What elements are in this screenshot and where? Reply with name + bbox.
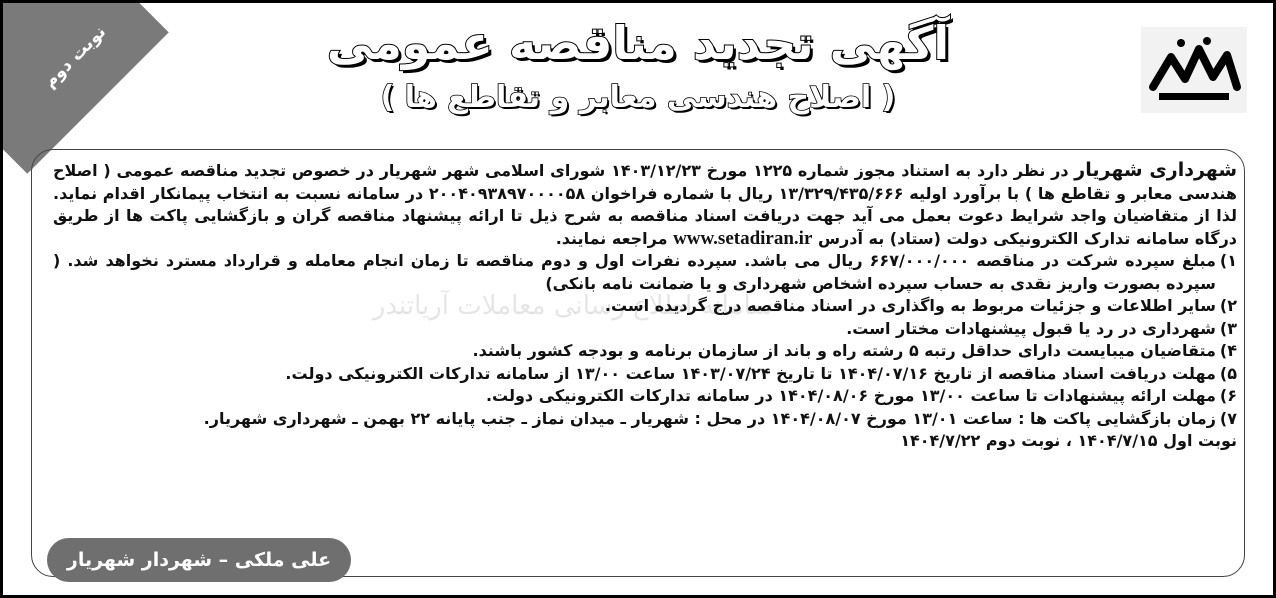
item-number: ۴) bbox=[1219, 341, 1237, 360]
intro-paragraph bbox=[53, 159, 1237, 250]
intro-text-2: مراجعه نمایند. bbox=[555, 228, 674, 248]
signature-badge: علی ملکی – شهردار شهریار bbox=[47, 538, 351, 582]
item-number: ۲) bbox=[1219, 296, 1237, 315]
list-item bbox=[53, 295, 1237, 318]
shahriar-logo-icon bbox=[1141, 27, 1247, 113]
item-text: مهلت دریافت اسناد مناقصه از تاریخ ۱۴۰۴/۰۷/۱۶ تا تاریخ ۱۴۰۳/۰۷/۲۴ ساعت ۱۳/۰۰ از سامانه تدارکات الکترونیکی دولت. bbox=[285, 363, 1216, 383]
item-number: ۳) bbox=[1219, 318, 1237, 338]
item-number: ۷) bbox=[1219, 408, 1237, 428]
item-number: ۶) bbox=[1219, 386, 1237, 405]
page-subtitle: ( اصلاح هندسی معابر و تقاطع ها ) bbox=[380, 80, 896, 115]
notice-body bbox=[53, 159, 1237, 453]
item-text: زمان بازگشایی پاکت ها : ساعت ۱۳/۰۱ مورخ ۱۴۰۴/۰۸/۰۷ در محل : شهریار ـ میدان نماز ـ جنب پایانه ۲۲ بهمن ـ شهرداری شهریار. bbox=[203, 408, 1216, 428]
page-title: آگهی تجدید مناقصه عمومی bbox=[326, 16, 950, 70]
item-number: ۱) bbox=[1219, 251, 1237, 270]
item-text: سایر اطلاعات و جزئیات مربوط به واگذاری در اسناد مناقصه درج گردیده است. bbox=[604, 296, 1216, 315]
intro-text-1: در نظر دارد به استناد مجوز شماره ۱۲۲۵ مورخ ۱۴۰۳/۱۲/۲۳ شورای اسلامی شهر شهریار در خصوص تجدید مناقصه عمومی ( اصلاح هندسی معابر و تقاطع ها ) با برآورد اولیه ۱۳/۳۲۹/۴۳۵/۶۶۶ ریال با شماره فراخوان ۲۰۰۴۰۹۳۸۹۷۰۰۰۰۵۸ در سامانه نسبت به انتخاب پیمانکار اقدام نماید. لذا از متقاضیان واجد شرایط دعوت بعمل می آید جهت دریافت اسناد مناقصه به شرح ذیل تا ارائه پیشنهاد مناقصه گران و بازگشایی پاکت ها از طریق درگاه سامانه تدارک الکترونیکی دولت (ستاد) به آدرس bbox=[53, 161, 1238, 248]
item-text: شهرداری در رد یا قبول پیشنهادات مختار است. bbox=[846, 318, 1216, 338]
website-link[interactable]: www.setadiran.ir bbox=[673, 227, 813, 249]
watermark-text: سامانه اطلاع رسانی معاملات آریاتندر bbox=[372, 291, 774, 321]
list-item bbox=[53, 385, 1237, 408]
item-number: ۵) bbox=[1219, 363, 1237, 383]
list-item bbox=[53, 340, 1237, 363]
publication-dates: نوبت اول ۱۴۰۴/۷/۱۵ ، نوبت دوم ۱۴۰۴/۷/۲۲ bbox=[900, 431, 1237, 450]
list-item bbox=[53, 363, 1237, 386]
item-text: مبلغ سپرده شرکت در مناقصه ۶۶۷/۰۰۰/۰۰۰ ریال می باشد. سپرده نفرات اول و دوم مناقصه تا زمان انجام معامله و قرارداد مسترد نخواهد شد. ( سپرده بصورت واریز نقدی به حساب سپرده اشخاص شهرداری و یا ضمانت نامه بانکی) bbox=[53, 251, 1216, 293]
item-text: متقاضیان میبایست دارای حداقل رتبه ۵ رشته راه و باند از سازمان برنامه و بودجه کشور باشند. bbox=[472, 341, 1216, 360]
item-text: مهلت ارائه پیشنهادات تا ساعت ۱۳/۰۰ مورخ ۱۴۰۴/۰۸/۰۶ در سامانه تدارکات الکترونیکی دولت. bbox=[485, 386, 1216, 405]
list-item bbox=[53, 250, 1237, 295]
list-item bbox=[53, 408, 1237, 431]
corner-badge: نوبت دوم bbox=[39, 21, 111, 93]
organization-name: شهرداری شهریار bbox=[1074, 159, 1238, 181]
header bbox=[173, 9, 1103, 119]
list-item bbox=[53, 318, 1237, 341]
corner-ribbon bbox=[0, 0, 169, 174]
